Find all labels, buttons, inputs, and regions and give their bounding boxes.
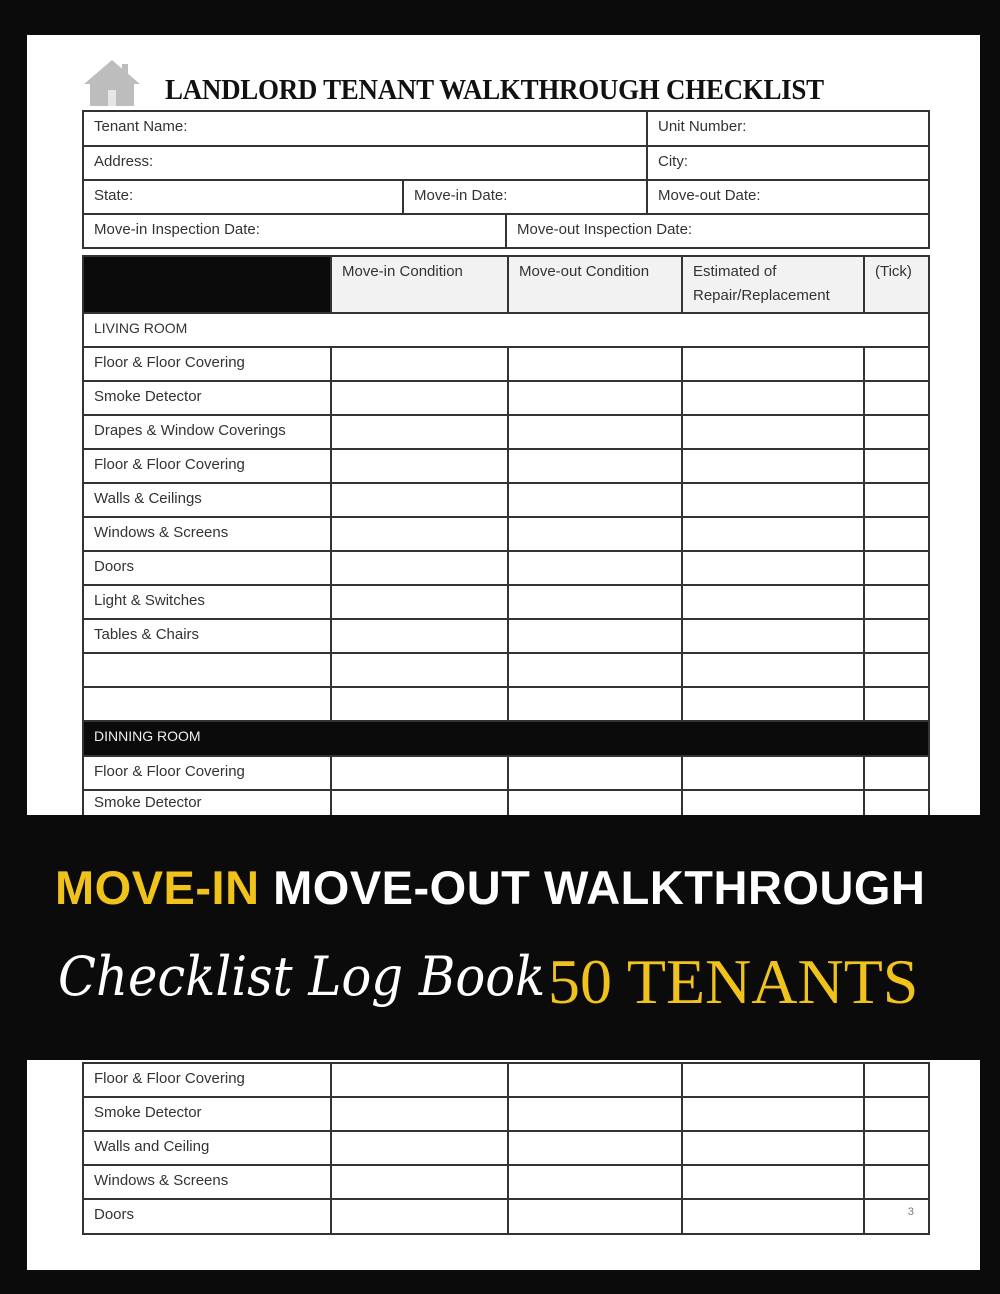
table-row: Tables & Chairs <box>82 618 332 654</box>
checklist-cell[interactable] <box>330 448 509 484</box>
checklist-cell[interactable] <box>681 1096 865 1132</box>
checklist-cell[interactable] <box>330 1130 509 1166</box>
checklist-cell[interactable] <box>681 346 865 382</box>
unit-number-field: Unit Number: <box>646 110 930 147</box>
city-field: City: <box>646 145 930 181</box>
checklist-cell[interactable] <box>681 414 865 450</box>
table-row: Smoke Detector <box>82 1096 332 1132</box>
checklist-cell[interactable] <box>330 550 509 586</box>
table-row: Floor & Floor Covering <box>82 1062 332 1098</box>
checklist-cell[interactable] <box>330 516 509 552</box>
checklist-cell[interactable] <box>330 346 509 382</box>
checklist-cell[interactable] <box>863 1164 930 1200</box>
checklist-cell[interactable] <box>681 516 865 552</box>
move-in-date-field: Move-in Date: <box>402 179 648 215</box>
section-header-1: DINNING ROOM <box>82 720 930 757</box>
section-header-0: LIVING ROOM <box>82 312 930 348</box>
checklist-cell[interactable] <box>507 550 683 586</box>
checklist-cell[interactable] <box>507 1096 683 1132</box>
checklist-cell[interactable] <box>507 482 683 518</box>
checklist-cell[interactable] <box>507 618 683 654</box>
checklist-cell[interactable] <box>507 686 683 722</box>
table-row: Windows & Screens <box>82 516 332 552</box>
table-row: Windows & Screens <box>82 1164 332 1200</box>
address-field: Address: <box>82 145 648 181</box>
checklist-cell[interactable] <box>330 1198 509 1235</box>
checklist-cell[interactable] <box>863 652 930 688</box>
tenant-name-field: Tenant Name: <box>82 110 648 147</box>
table-row: Floor & Floor Covering <box>82 346 332 382</box>
house-icon <box>82 58 142 108</box>
checklist-cell[interactable] <box>681 550 865 586</box>
checklist-cell[interactable] <box>863 1062 930 1098</box>
banner-headline <box>55 860 925 915</box>
checklist-cell[interactable] <box>681 1062 865 1098</box>
checklist-cell[interactable] <box>681 686 865 722</box>
move-out-date-field: Move-out Date: <box>646 179 930 215</box>
column-header: (Tick) <box>863 255 930 314</box>
checklist-cell[interactable] <box>681 618 865 654</box>
headline-highlight: MOVE-IN <box>55 861 260 914</box>
state-field: State: <box>82 179 404 215</box>
headline-rest: MOVE-OUT WALKTHROUGH <box>273 861 926 914</box>
checklist-cell[interactable] <box>330 618 509 654</box>
checklist-cell[interactable] <box>681 380 865 416</box>
column-header: Estimated of Repair/Replacement <box>681 255 865 314</box>
table-row: Drapes & Window Coverings <box>82 414 332 450</box>
banner-subtitle: Checklist Log Book <box>58 945 546 1008</box>
table-row: Walls & Ceilings <box>82 482 332 518</box>
checklist-cell[interactable] <box>863 618 930 654</box>
checklist-cell[interactable] <box>507 346 683 382</box>
checklist-cell[interactable] <box>330 380 509 416</box>
table-row: Floor & Floor Covering <box>82 448 332 484</box>
checklist-cell[interactable] <box>507 584 683 620</box>
checklist-cell[interactable] <box>863 1096 930 1132</box>
checklist-cell[interactable] <box>330 686 509 722</box>
checklist-cell[interactable] <box>681 1198 865 1235</box>
checklist-cell[interactable] <box>507 1198 683 1235</box>
checklist-cell[interactable] <box>507 448 683 484</box>
header-blank-cell <box>82 255 332 314</box>
checklist-cell[interactable] <box>507 380 683 416</box>
checklist-cell[interactable] <box>330 1062 509 1098</box>
move-out-inspection-field: Move-out Inspection Date: <box>505 213 930 249</box>
checklist-cell[interactable] <box>507 414 683 450</box>
checklist-cell[interactable] <box>681 755 865 791</box>
table-row: Light & Switches <box>82 584 332 620</box>
table-row[interactable] <box>82 686 332 722</box>
checklist-cell[interactable] <box>863 380 930 416</box>
checklist-cell[interactable] <box>681 652 865 688</box>
column-header: Move-out Condition <box>507 255 683 314</box>
checklist-cell[interactable] <box>507 516 683 552</box>
page-title: LANDLORD TENANT WALKTHROUGH CHECKLIST <box>165 74 824 106</box>
checklist-cell[interactable] <box>330 584 509 620</box>
checklist-cell[interactable] <box>863 1198 930 1235</box>
cover-banner <box>0 815 1000 1060</box>
checklist-cell[interactable] <box>863 584 930 620</box>
checklist-cell[interactable] <box>681 482 865 518</box>
checklist-cell[interactable] <box>681 584 865 620</box>
checklist-cell[interactable] <box>330 755 509 791</box>
checklist-cell[interactable] <box>507 1164 683 1200</box>
checklist-cell[interactable] <box>863 448 930 484</box>
checklist-cell[interactable] <box>507 1130 683 1166</box>
tenant-count: 50 TENANTS <box>548 946 919 1017</box>
column-header: Move-in Condition <box>330 255 509 314</box>
checklist-cell[interactable] <box>863 516 930 552</box>
checklist-cell[interactable] <box>330 414 509 450</box>
checklist-cell[interactable] <box>863 414 930 450</box>
checklist-cell[interactable] <box>863 686 930 722</box>
checklist-cell[interactable] <box>681 1164 865 1200</box>
table-row: Floor & Floor Covering <box>82 755 332 791</box>
checklist-cell[interactable] <box>863 482 930 518</box>
table-row: Smoke Detector <box>82 380 332 416</box>
table-row: Walls and Ceiling <box>82 1130 332 1166</box>
move-in-inspection-field: Move-in Inspection Date: <box>82 213 507 249</box>
checklist-cell[interactable] <box>507 652 683 688</box>
checklist-cell[interactable] <box>863 1130 930 1166</box>
table-row[interactable] <box>82 652 332 688</box>
checklist-cell[interactable] <box>330 652 509 688</box>
checklist-cell[interactable] <box>863 346 930 382</box>
table-row: Doors <box>82 1198 332 1235</box>
checklist-cell[interactable] <box>507 1062 683 1098</box>
checklist-cell[interactable] <box>863 755 930 791</box>
checklist-cell[interactable] <box>330 1096 509 1132</box>
table-row: Smoke Detector <box>82 789 332 825</box>
checklist-cell[interactable] <box>330 482 509 518</box>
checklist-cell[interactable] <box>330 1164 509 1200</box>
checklist-cell[interactable] <box>681 448 865 484</box>
checklist-cell[interactable] <box>681 1130 865 1166</box>
checklist-cell[interactable] <box>507 755 683 791</box>
table-row: Doors <box>82 550 332 586</box>
checklist-cell[interactable] <box>863 550 930 586</box>
page-number: 3 <box>907 1206 914 1218</box>
